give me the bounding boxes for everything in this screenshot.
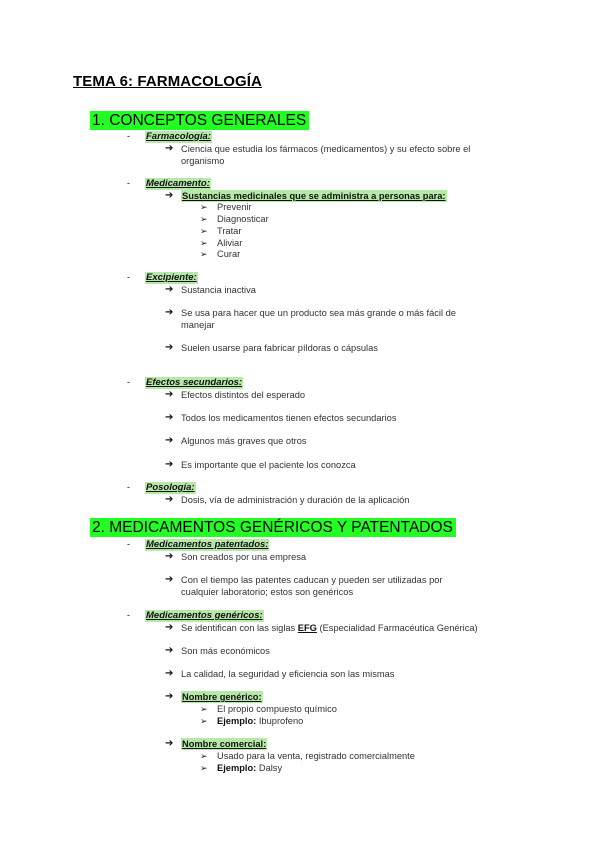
section-heading-2: 2. MEDICAMENTOS GENÉRICOS Y PATENTADOS bbox=[90, 518, 456, 537]
arrow-icon: ➔ bbox=[165, 190, 174, 201]
arrow-icon: ➔ bbox=[165, 435, 174, 446]
efg-post-text: (Especialidad Farmacéutica Genérica) bbox=[316, 623, 478, 633]
list-item: Diagnosticar bbox=[217, 214, 269, 224]
medicamento-subheading: Sustancias medicinales que se administra a personas para: bbox=[182, 191, 446, 201]
definition-line: Todos los medicamentos tienen efectos secundarios bbox=[181, 413, 397, 423]
dash-bullet: - bbox=[127, 131, 130, 141]
list-item: Tratar bbox=[217, 226, 242, 236]
definition-line: Se usa para hacer que un producto sea más grande o más fácil de bbox=[181, 308, 456, 318]
list-item bbox=[217, 715, 303, 727]
arrow-icon: ➔ bbox=[165, 622, 174, 633]
triangle-bullet-icon: ➢ bbox=[200, 751, 208, 761]
definition-line: Son más económicos bbox=[181, 646, 270, 656]
arrow-icon: ➔ bbox=[165, 574, 174, 585]
definition-line: manejar bbox=[181, 320, 215, 330]
nombre-generico-label: Nombre genérico: bbox=[182, 692, 262, 702]
triangle-bullet-icon: ➢ bbox=[200, 704, 208, 714]
definition-line: Son creados por una empresa bbox=[181, 552, 307, 562]
example-label: Ejemplo: bbox=[217, 763, 257, 773]
document-title: TEMA 6: FARMACOLOGÍA bbox=[73, 73, 262, 90]
arrow-icon: ➔ bbox=[165, 645, 174, 656]
term-medicamentos-genericos: Medicamentos genéricos: bbox=[146, 610, 263, 621]
term-posologia: Posología: bbox=[146, 482, 195, 493]
triangle-bullet-icon: ➢ bbox=[200, 249, 208, 259]
arrow-icon: ➔ bbox=[165, 342, 174, 353]
definition-line: La calidad, la seguridad y eficiencia son las mismas bbox=[181, 669, 395, 679]
arrow-icon: ➔ bbox=[165, 738, 174, 749]
example-value: Dalsy bbox=[256, 763, 283, 773]
term-medicamento: Medicamento: bbox=[146, 178, 210, 189]
definition-line: cualquier laboratorio; estos son genéricos bbox=[181, 587, 354, 597]
triangle-bullet-icon: ➢ bbox=[200, 214, 208, 224]
definition-line bbox=[181, 622, 478, 634]
dash-bullet: - bbox=[127, 482, 130, 492]
definition-line: organismo bbox=[181, 156, 225, 166]
list-item: Curar bbox=[217, 249, 241, 259]
section-heading-1: 1. CONCEPTOS GENERALES bbox=[90, 111, 309, 130]
definition-line: Ciencia que estudia los fármacos (medicamentos) y su efecto sobre el bbox=[181, 144, 471, 154]
definition-line: Efectos distintos del esperado bbox=[181, 390, 306, 400]
dash-bullet: - bbox=[127, 610, 130, 620]
list-item: El propio compuesto químico bbox=[217, 704, 337, 714]
definition-line: Es importante que el paciente los conozca bbox=[181, 460, 356, 470]
term-efectos-secundarios: Efectos secundarios: bbox=[146, 377, 243, 388]
arrow-icon: ➔ bbox=[165, 284, 174, 295]
definition-line: Sustancia inactiva bbox=[181, 285, 256, 295]
arrow-icon: ➔ bbox=[165, 459, 174, 470]
definition-line: Algunos más graves que otros bbox=[181, 436, 307, 446]
arrow-icon: ➔ bbox=[165, 691, 174, 702]
term-medicamentos-patentados: Medicamentos patentados: bbox=[146, 539, 269, 550]
example-label: Ejemplo: bbox=[217, 716, 257, 726]
list-item: Usado para la venta, registrado comercialmente bbox=[217, 751, 415, 761]
dash-bullet: - bbox=[127, 272, 130, 282]
dash-bullet: - bbox=[127, 377, 130, 387]
triangle-bullet-icon: ➢ bbox=[200, 763, 208, 773]
arrow-icon: ➔ bbox=[165, 307, 174, 318]
triangle-bullet-icon: ➢ bbox=[200, 238, 208, 248]
list-item: Aliviar bbox=[217, 238, 243, 248]
arrow-icon: ➔ bbox=[165, 412, 174, 423]
arrow-icon: ➔ bbox=[165, 494, 174, 505]
arrow-icon: ➔ bbox=[165, 143, 174, 154]
triangle-bullet-icon: ➢ bbox=[200, 716, 208, 726]
efg-pre-text: Se identifican con las siglas bbox=[181, 623, 298, 633]
term-farmacologia: Farmacología: bbox=[146, 131, 211, 142]
dash-bullet: - bbox=[127, 539, 130, 549]
arrow-icon: ➔ bbox=[165, 389, 174, 400]
nombre-comercial-label: Nombre comercial: bbox=[182, 739, 267, 749]
definition-line: Dosis, vía de administración y duración de la aplicación bbox=[181, 495, 410, 505]
arrow-icon: ➔ bbox=[165, 668, 174, 679]
arrow-icon: ➔ bbox=[165, 551, 174, 562]
list-item: Prevenir bbox=[217, 202, 252, 212]
dash-bullet: - bbox=[127, 178, 130, 188]
triangle-bullet-icon: ➢ bbox=[200, 226, 208, 236]
term-excipiente: Excipiente: bbox=[146, 272, 197, 283]
triangle-bullet-icon: ➢ bbox=[200, 202, 208, 212]
list-item bbox=[217, 762, 282, 774]
efg-acronym: EFG bbox=[297, 623, 317, 633]
definition-line: Con el tiempo las patentes caducan y pueden ser utilizadas por bbox=[181, 575, 443, 585]
example-value: Ibuprofeno bbox=[256, 716, 304, 726]
definition-line: Suelen usarse para fabricar píldoras o cápsulas bbox=[181, 343, 378, 353]
